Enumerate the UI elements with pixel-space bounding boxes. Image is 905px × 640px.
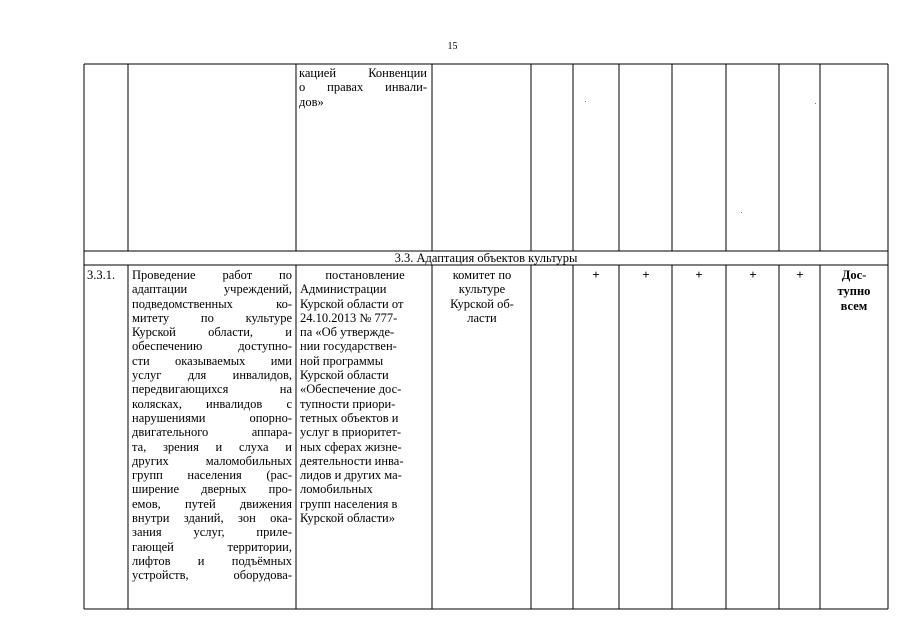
event-line: Курской области, и (132, 325, 292, 340)
event-line: других маломобильных (132, 453, 292, 468)
event-line: устройств, оборудова- (132, 568, 292, 583)
year-mark: + (592, 267, 600, 282)
basis-line: па «Об утвержде- (300, 325, 395, 340)
page-number: 15 (447, 41, 458, 52)
basis-line: лидов и других ма- (300, 468, 402, 483)
basis-line: 24.10.2013 № 777- (300, 310, 398, 325)
basis-line: ных сферах жизне- (300, 439, 402, 454)
event-line: двигательного аппара- (132, 425, 292, 440)
row-event-text (132, 268, 292, 583)
basis-line: о правах инвали- (299, 80, 427, 95)
year-mark: + (749, 267, 757, 282)
event-line: адаптации учреждений, (132, 282, 292, 297)
event-line: емов, путей движения (132, 496, 292, 511)
section-title: 3.3. Адаптация объектов культуры (394, 251, 578, 265)
basis-line: групп населения в (300, 496, 398, 511)
event-line: гающей территории, (132, 539, 292, 554)
scan-speck (585, 101, 586, 102)
event-line: та, зрения и слуха и (132, 439, 292, 454)
row-number: 3.3.1. (87, 268, 116, 282)
executor-line: культуре (458, 282, 506, 297)
executor-line: ласти (467, 310, 497, 325)
scan-speck (741, 212, 742, 213)
year-mark: + (796, 267, 804, 282)
event-line: ширение дверных про- (132, 482, 292, 497)
basis-line: Курской области (300, 368, 389, 383)
executor-line: Курской об- (450, 296, 514, 311)
basis-line: ной программы (300, 353, 384, 368)
basis-line: тупности приори- (300, 396, 396, 411)
row-result-text (822, 268, 886, 315)
event-line: колясках, инвалидов с (132, 396, 292, 411)
year-mark: + (642, 267, 650, 282)
basis-line: Курской области» (300, 511, 395, 526)
event-line: передвигающихся на (132, 382, 292, 397)
event-line: митету по культуре (132, 310, 292, 325)
event-line: подведомственных ко- (132, 296, 292, 311)
basis-line: деятельности инва- (300, 453, 404, 468)
basis-line: постановление (325, 268, 405, 282)
basis-line: нии государствен- (300, 339, 397, 354)
top-row-basis-text (299, 66, 427, 109)
event-line: зания услуг, приле- (132, 525, 292, 540)
result-line: тупно (837, 283, 871, 298)
basis-line: кацией Конвенции (299, 66, 427, 80)
event-line: групп населения (рас- (132, 468, 292, 483)
event-line: обеспечению доступно- (132, 339, 292, 354)
event-line: Проведение работ по (132, 268, 292, 282)
event-line: нарушениями опорно- (132, 410, 292, 425)
result-line: всем (840, 299, 868, 313)
event-line: сти оказываемых ими (132, 353, 292, 368)
event-line: услуг для инвалидов, (132, 368, 292, 383)
executor-line: комитет по (452, 268, 512, 282)
scan-speck (815, 103, 816, 104)
basis-line: Администрации (300, 282, 387, 297)
result-line: Дос- (841, 268, 867, 282)
row-basis-text (300, 268, 430, 525)
row-executor-text (434, 268, 530, 325)
basis-line: услуг в приоритет- (300, 425, 402, 440)
year-mark: + (695, 267, 703, 282)
basis-line: дов» (299, 94, 324, 109)
basis-line: тетных объектов и (300, 410, 399, 425)
event-line: лифтов и подъёмных (132, 553, 292, 568)
event-line: внутри зданий, зон ока- (132, 511, 292, 526)
basis-line: «Обеспечение дос- (300, 382, 402, 397)
basis-line: ломобильных (300, 482, 373, 497)
basis-line: Курской области от (300, 296, 404, 311)
